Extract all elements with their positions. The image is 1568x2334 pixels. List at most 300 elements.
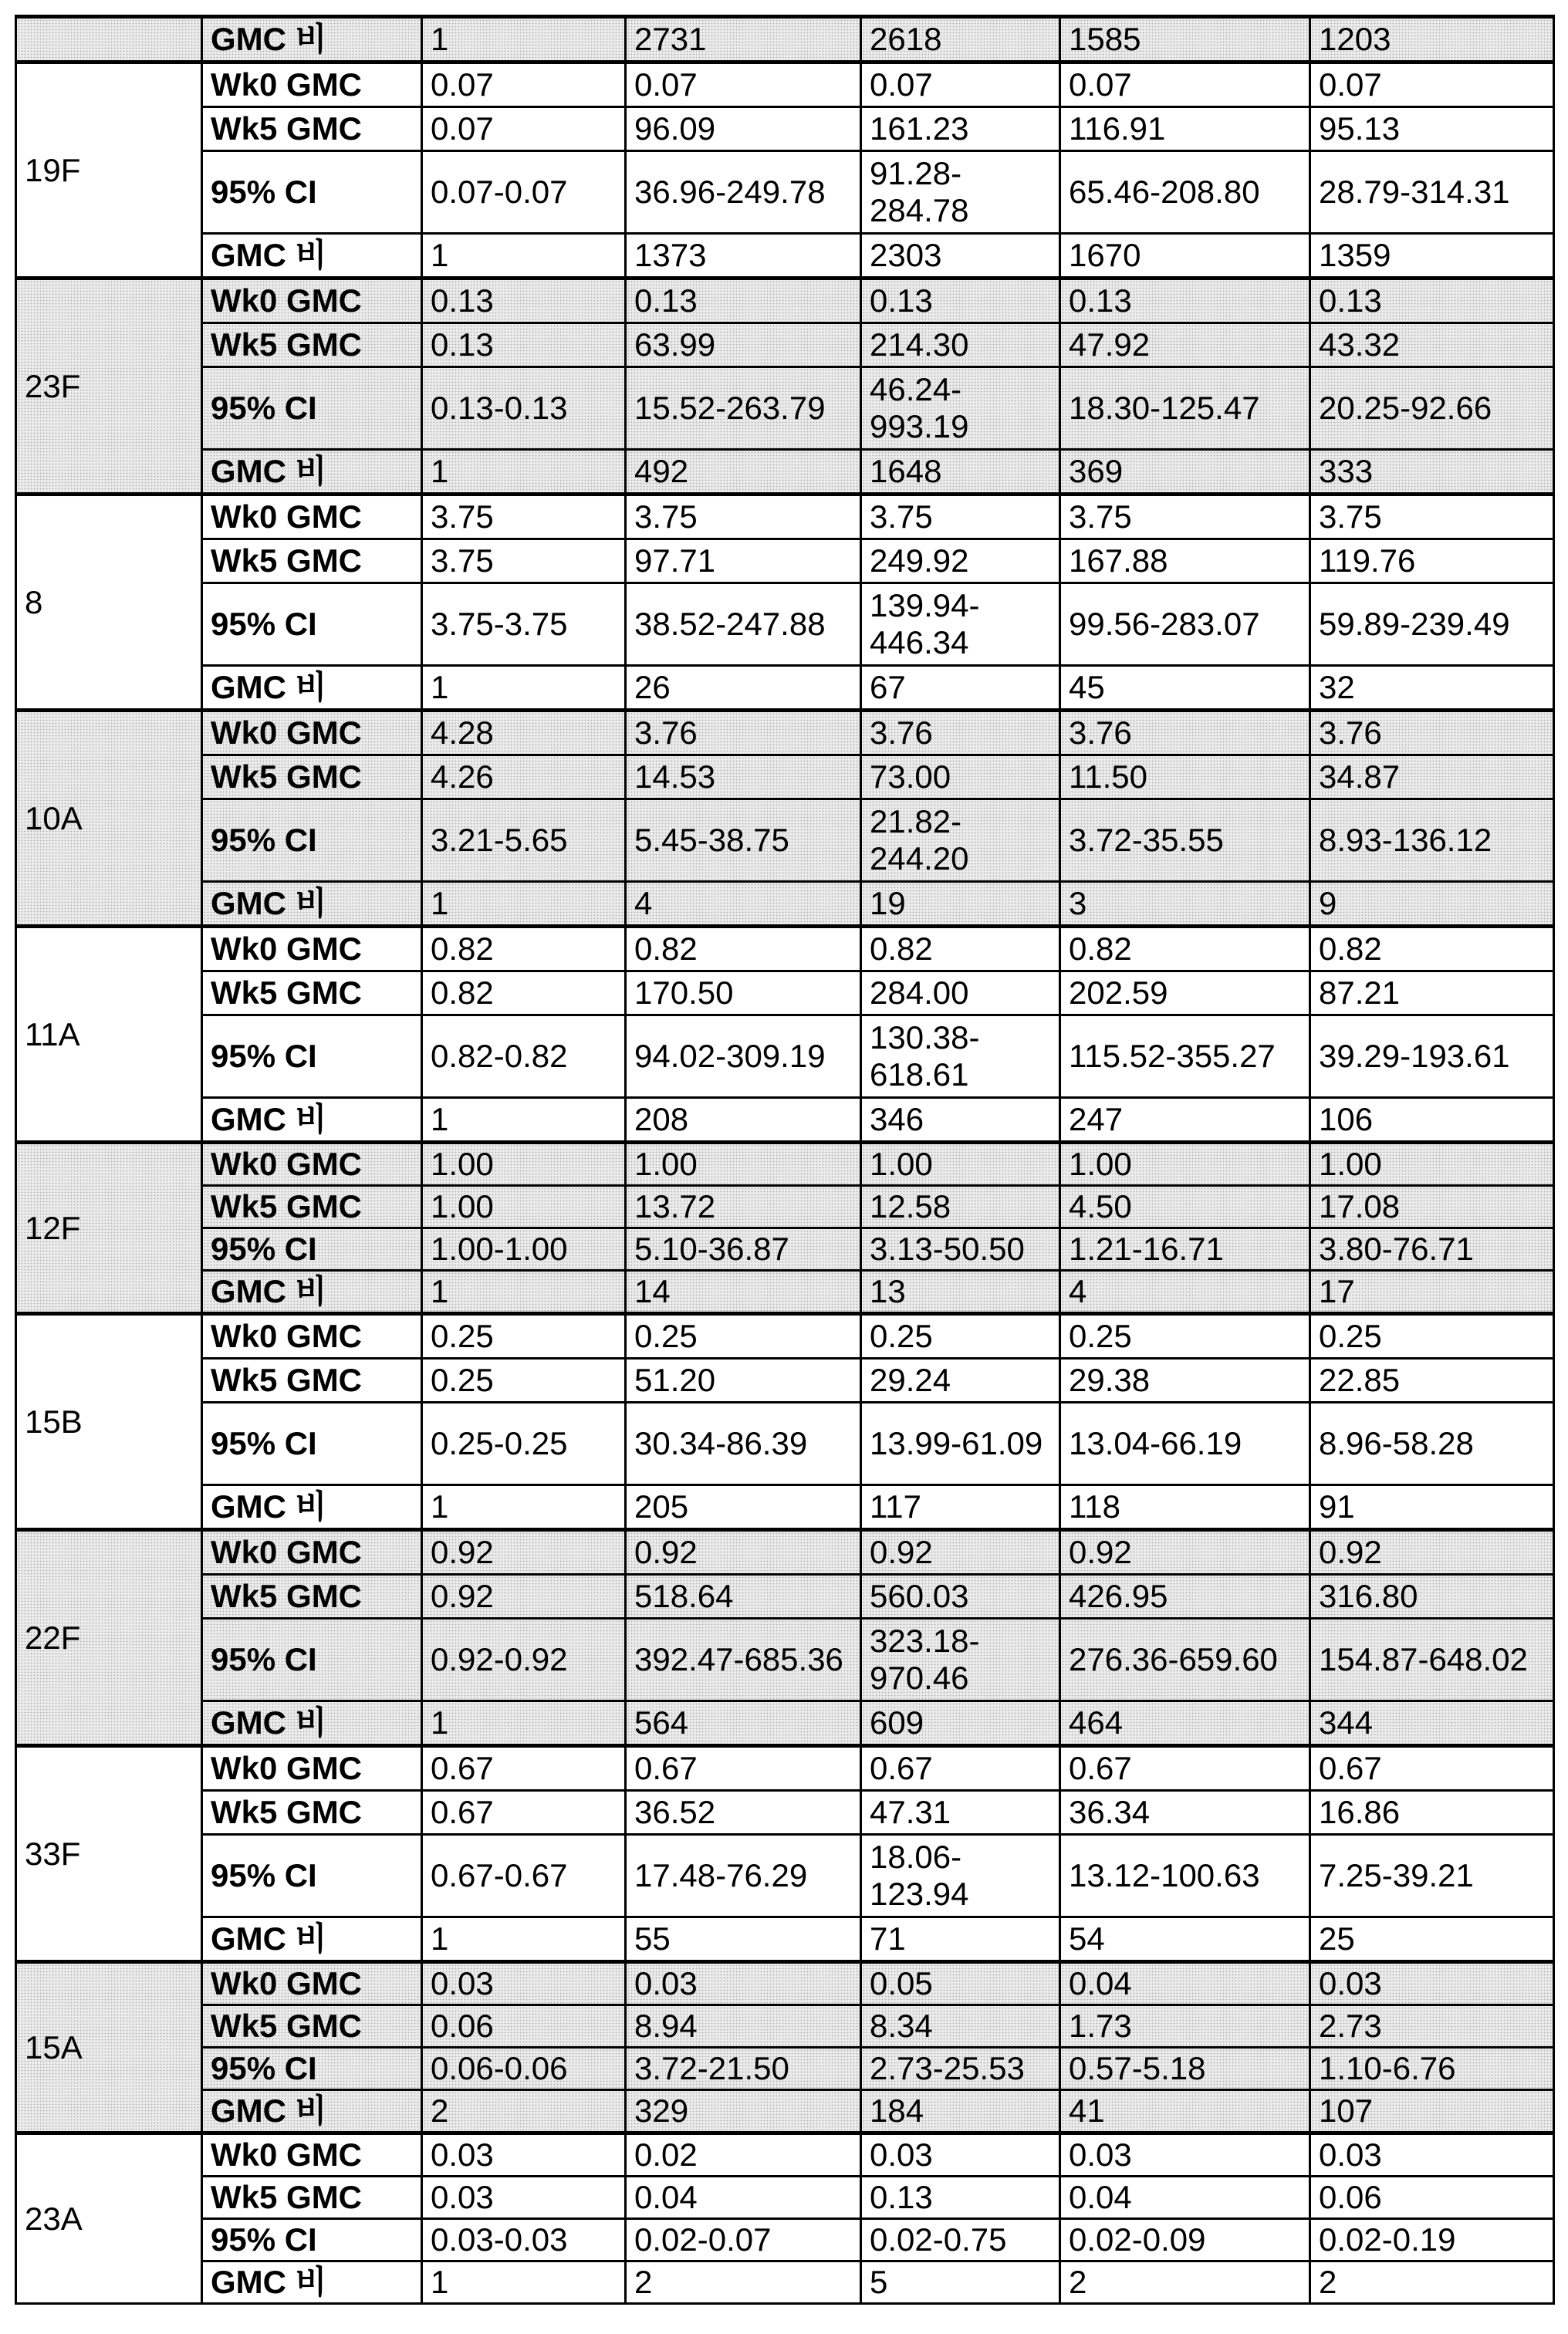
table-row: [16, 1271, 1554, 1314]
table-row: [16, 666, 1554, 711]
value-cell: 323.18-970.46: [861, 1619, 1060, 1701]
row-label: Wk0 GMC: [202, 495, 422, 539]
value-cell: 4: [626, 882, 861, 927]
table-row: [16, 1485, 1554, 1530]
value-cell: 0.13: [1060, 279, 1310, 323]
value-cell: 2.73-25.53: [861, 2048, 1060, 2090]
table-row: [16, 1746, 1554, 1791]
value-cell: 0.03: [422, 2177, 626, 2219]
serotype-group: [16, 17, 1554, 62]
value-cell: 0.82: [1060, 927, 1310, 971]
value-cell: 0.67: [1060, 1746, 1310, 1791]
table-row: [16, 799, 1554, 882]
value-cell: 8.94: [626, 2005, 861, 2048]
value-cell: 0.02-0.07: [626, 2219, 861, 2261]
value-cell: 3.72-35.55: [1060, 799, 1310, 882]
value-cell: 0.82: [861, 927, 1060, 971]
value-cell: 464: [1060, 1701, 1310, 1746]
value-cell: 0.04: [1060, 1962, 1310, 2005]
serotype-cell: 19F: [16, 62, 202, 279]
value-cell: 4.26: [422, 755, 626, 799]
value-cell: 276.36-659.60: [1060, 1619, 1310, 1701]
value-cell: 205: [626, 1485, 861, 1530]
value-cell: 0.67: [1310, 1746, 1554, 1791]
value-cell: 0.06: [1310, 2177, 1554, 2219]
value-cell: 1: [422, 17, 626, 62]
value-cell: 1373: [626, 234, 861, 279]
value-cell: 91.28-284.78: [861, 151, 1060, 234]
value-cell: 284.00: [861, 971, 1060, 1015]
value-cell: 0.67-0.67: [422, 1835, 626, 1917]
value-cell: 119.76: [1310, 539, 1554, 583]
row-label: Wk0 GMC: [202, 62, 422, 107]
value-cell: 1: [422, 1485, 626, 1530]
value-cell: 71: [861, 1917, 1060, 1962]
value-cell: 3.75: [422, 539, 626, 583]
value-cell: 1670: [1060, 234, 1310, 279]
value-cell: 12.58: [861, 1186, 1060, 1228]
value-cell: 154.87-648.02: [1310, 1619, 1554, 1701]
value-cell: 47.31: [861, 1791, 1060, 1835]
value-cell: 0.67: [861, 1746, 1060, 1791]
value-cell: 65.46-208.80: [1060, 151, 1310, 234]
value-cell: 8.93-136.12: [1310, 799, 1554, 882]
value-cell: 346: [861, 1098, 1060, 1143]
value-cell: 0.13: [626, 279, 861, 323]
table-row: [16, 1575, 1554, 1619]
value-cell: 1: [422, 450, 626, 495]
value-cell: 184: [861, 2090, 1060, 2133]
value-cell: 0.82: [422, 971, 626, 1015]
value-cell: 28.79-314.31: [1310, 151, 1554, 234]
table-row: [16, 495, 1554, 539]
value-cell: 0.82: [626, 927, 861, 971]
row-label: 95% CI: [202, 1619, 422, 1701]
table-row: [16, 882, 1554, 927]
value-cell: 609: [861, 1701, 1060, 1746]
value-cell: 0.07: [1060, 62, 1310, 107]
row-label: Wk5 GMC: [202, 539, 422, 583]
serotype-cell: 15A: [16, 1962, 202, 2133]
value-cell: 39.29-193.61: [1310, 1015, 1554, 1098]
serotype-group: [16, 1962, 1554, 2133]
value-cell: 0.03: [1310, 2133, 1554, 2177]
value-cell: 0.92-0.92: [422, 1619, 626, 1701]
value-cell: 14: [626, 1271, 861, 1314]
value-cell: 161.23: [861, 107, 1060, 151]
row-label: 95% CI: [202, 2219, 422, 2261]
row-label: Wk0 GMC: [202, 711, 422, 755]
table-row: [16, 2090, 1554, 2133]
value-cell: 0.25: [422, 1359, 626, 1403]
value-cell: 18.06-123.94: [861, 1835, 1060, 1917]
value-cell: 369: [1060, 450, 1310, 495]
value-cell: 208: [626, 1098, 861, 1143]
value-cell: 329: [626, 2090, 861, 2133]
value-cell: 333: [1310, 450, 1554, 495]
row-label: Wk0 GMC: [202, 927, 422, 971]
value-cell: 1585: [1060, 17, 1310, 62]
row-label: Wk0 GMC: [202, 1314, 422, 1359]
table-row: [16, 2261, 1554, 2304]
value-cell: 0.82-0.82: [422, 1015, 626, 1098]
row-label: Wk5 GMC: [202, 2005, 422, 2048]
value-cell: 0.07: [861, 62, 1060, 107]
table-row: [16, 62, 1554, 107]
serotype-cell: 23A: [16, 2133, 202, 2304]
value-cell: 34.87: [1310, 755, 1554, 799]
value-cell: 0.07: [422, 107, 626, 151]
value-cell: 344: [1310, 1701, 1554, 1746]
value-cell: 0.67: [626, 1746, 861, 1791]
value-cell: 3.21-5.65: [422, 799, 626, 882]
row-label: Wk5 GMC: [202, 1575, 422, 1619]
table-row: [16, 17, 1554, 62]
value-cell: 0.03: [1310, 1962, 1554, 2005]
value-cell: 392.47-685.36: [626, 1619, 861, 1701]
value-cell: 8.34: [861, 2005, 1060, 2048]
table-row: [16, 927, 1554, 971]
table-row: [16, 971, 1554, 1015]
row-label: 95% CI: [202, 1835, 422, 1917]
value-cell: 249.92: [861, 539, 1060, 583]
value-cell: 17: [1310, 1271, 1554, 1314]
value-cell: 1.00: [1310, 1143, 1554, 1186]
table-row: [16, 450, 1554, 495]
row-label: GMC 비: [202, 1098, 422, 1143]
serotype-group: [16, 2133, 1554, 2304]
value-cell: 2.73: [1310, 2005, 1554, 2048]
value-cell: 116.91: [1060, 107, 1310, 151]
value-cell: 2303: [861, 234, 1060, 279]
table-row: [16, 1835, 1554, 1917]
table-row: [16, 1530, 1554, 1575]
row-label: GMC 비: [202, 1271, 422, 1314]
value-cell: 13.04-66.19: [1060, 1403, 1310, 1485]
value-cell: 1359: [1310, 234, 1554, 279]
value-cell: 13: [861, 1271, 1060, 1314]
value-cell: 22.85: [1310, 1359, 1554, 1403]
value-cell: 139.94-446.34: [861, 583, 1060, 666]
value-cell: 47.92: [1060, 323, 1310, 367]
value-cell: 0.13-0.13: [422, 367, 626, 450]
value-cell: 0.05: [861, 1962, 1060, 2005]
row-label: 95% CI: [202, 151, 422, 234]
value-cell: 3.75: [861, 495, 1060, 539]
row-label: GMC 비: [202, 2090, 422, 2133]
value-cell: 17.08: [1310, 1186, 1554, 1228]
value-cell: 18.30-125.47: [1060, 367, 1310, 450]
value-cell: 3: [1060, 882, 1310, 927]
value-cell: 0.92: [1310, 1530, 1554, 1575]
value-cell: 202.59: [1060, 971, 1310, 1015]
table-row: [16, 367, 1554, 450]
row-label: Wk5 GMC: [202, 1186, 422, 1228]
value-cell: 17.48-76.29: [626, 1835, 861, 1917]
value-cell: 167.88: [1060, 539, 1310, 583]
row-label: Wk0 GMC: [202, 1746, 422, 1791]
value-cell: 3.75: [1310, 495, 1554, 539]
row-label: 95% CI: [202, 2048, 422, 2090]
value-cell: 9: [1310, 882, 1554, 927]
serotype-group: [16, 1314, 1554, 1530]
table-row: [16, 2219, 1554, 2261]
value-cell: 117: [861, 1485, 1060, 1530]
value-cell: 20.25-92.66: [1310, 367, 1554, 450]
serotype-cell: 15B: [16, 1314, 202, 1530]
value-cell: 0.25: [626, 1314, 861, 1359]
value-cell: 1.21-16.71: [1060, 1228, 1310, 1271]
value-cell: 0.13: [422, 279, 626, 323]
value-cell: 214.30: [861, 323, 1060, 367]
serotype-cell: 23F: [16, 279, 202, 495]
value-cell: 130.38-618.61: [861, 1015, 1060, 1098]
value-cell: 95.13: [1310, 107, 1554, 151]
table-row: [16, 2005, 1554, 2048]
gmc-results-table: [15, 15, 1555, 2305]
row-label: GMC 비: [202, 1701, 422, 1746]
table-row: [16, 2177, 1554, 2219]
value-cell: 19: [861, 882, 1060, 927]
value-cell: 564: [626, 1701, 861, 1746]
value-cell: 94.02-309.19: [626, 1015, 861, 1098]
value-cell: 1: [422, 1098, 626, 1143]
value-cell: 29.38: [1060, 1359, 1310, 1403]
row-label: Wk5 GMC: [202, 755, 422, 799]
value-cell: 560.03: [861, 1575, 1060, 1619]
value-cell: 2: [1060, 2261, 1310, 2304]
value-cell: 97.71: [626, 539, 861, 583]
table-row: [16, 1917, 1554, 1962]
value-cell: 1.00: [422, 1143, 626, 1186]
serotype-group: [16, 1530, 1554, 1746]
table-row: [16, 107, 1554, 151]
value-cell: 1: [422, 1271, 626, 1314]
value-cell: 0.03: [422, 2133, 626, 2177]
value-cell: 41: [1060, 2090, 1310, 2133]
value-cell: 36.34: [1060, 1791, 1310, 1835]
value-cell: 54: [1060, 1917, 1310, 1962]
serotype-group: [16, 927, 1554, 1143]
serotype-cell: 22F: [16, 1530, 202, 1746]
table-row: [16, 2048, 1554, 2090]
value-cell: 1.73: [1060, 2005, 1310, 2048]
value-cell: 1.00: [1060, 1143, 1310, 1186]
value-cell: 0.25-0.25: [422, 1403, 626, 1485]
value-cell: 99.56-283.07: [1060, 583, 1310, 666]
value-cell: 13.72: [626, 1186, 861, 1228]
value-cell: 2618: [861, 17, 1060, 62]
value-cell: 8.96-58.28: [1310, 1403, 1554, 1485]
value-cell: 4: [1060, 1271, 1310, 1314]
table-row: [16, 1619, 1554, 1701]
row-label: GMC 비: [202, 1917, 422, 1962]
value-cell: 46.24-993.19: [861, 367, 1060, 450]
row-label: 95% CI: [202, 1015, 422, 1098]
value-cell: 107: [1310, 2090, 1554, 2133]
serotype-cell: 8: [16, 495, 202, 711]
value-cell: 36.96-249.78: [626, 151, 861, 234]
value-cell: 1: [422, 666, 626, 711]
row-label: 95% CI: [202, 367, 422, 450]
value-cell: 247: [1060, 1098, 1310, 1143]
serotype-group: [16, 62, 1554, 279]
value-cell: 5.45-38.75: [626, 799, 861, 882]
row-label: Wk0 GMC: [202, 279, 422, 323]
value-cell: 3.76: [1310, 711, 1554, 755]
value-cell: 3.75: [422, 495, 626, 539]
serotype-cell: [16, 17, 202, 62]
row-label: Wk5 GMC: [202, 107, 422, 151]
table-row: [16, 1403, 1554, 1485]
value-cell: 0.02-0.09: [1060, 2219, 1310, 2261]
value-cell: 0.07: [1310, 62, 1554, 107]
value-cell: 0.03: [626, 1962, 861, 2005]
table-row: [16, 2133, 1554, 2177]
row-label: Wk5 GMC: [202, 1791, 422, 1835]
value-cell: 5: [861, 2261, 1060, 2304]
value-cell: 0.92: [1060, 1530, 1310, 1575]
table-row: [16, 323, 1554, 367]
value-cell: 87.21: [1310, 971, 1554, 1015]
value-cell: 0.13: [1310, 279, 1554, 323]
row-label: Wk0 GMC: [202, 1962, 422, 2005]
value-cell: 91: [1310, 1485, 1554, 1530]
value-cell: 0.06-0.06: [422, 2048, 626, 2090]
row-label: Wk0 GMC: [202, 1143, 422, 1186]
value-cell: 51.20: [626, 1359, 861, 1403]
serotype-cell: 10A: [16, 711, 202, 927]
table-row: [16, 1228, 1554, 1271]
row-label: GMC 비: [202, 17, 422, 62]
value-cell: 15.52-263.79: [626, 367, 861, 450]
table-row: [16, 1143, 1554, 1186]
serotype-group: [16, 279, 1554, 495]
row-label: Wk5 GMC: [202, 1359, 422, 1403]
value-cell: 1.00-1.00: [422, 1228, 626, 1271]
row-label: Wk5 GMC: [202, 2177, 422, 2219]
value-cell: 2731: [626, 17, 861, 62]
serotype-cell: 33F: [16, 1746, 202, 1962]
value-cell: 0.07: [626, 62, 861, 107]
value-cell: 1203: [1310, 17, 1554, 62]
value-cell: 0.13: [861, 279, 1060, 323]
value-cell: 4.50: [1060, 1186, 1310, 1228]
value-cell: 0.82: [1310, 927, 1554, 971]
value-cell: 0.92: [861, 1530, 1060, 1575]
row-label: GMC 비: [202, 882, 422, 927]
value-cell: 13.12-100.63: [1060, 1835, 1310, 1917]
value-cell: 3.75: [1060, 495, 1310, 539]
table-row: [16, 1015, 1554, 1098]
value-cell: 3.76: [1060, 711, 1310, 755]
value-cell: 0.02: [626, 2133, 861, 2177]
value-cell: 1: [422, 234, 626, 279]
value-cell: 21.82-244.20: [861, 799, 1060, 882]
value-cell: 16.86: [1310, 1791, 1554, 1835]
table-row: [16, 1791, 1554, 1835]
value-cell: 0.06: [422, 2005, 626, 2048]
table-row: [16, 151, 1554, 234]
value-cell: 0.02-0.19: [1310, 2219, 1554, 2261]
value-cell: 0.67: [422, 1791, 626, 1835]
value-cell: 59.89-239.49: [1310, 583, 1554, 666]
table-row: [16, 1186, 1554, 1228]
value-cell: 0.82: [422, 927, 626, 971]
row-label: 95% CI: [202, 1228, 422, 1271]
table-row: [16, 1701, 1554, 1746]
row-label: 95% CI: [202, 583, 422, 666]
table-row: [16, 1314, 1554, 1359]
value-cell: 0.03-0.03: [422, 2219, 626, 2261]
row-label: GMC 비: [202, 234, 422, 279]
value-cell: 73.00: [861, 755, 1060, 799]
value-cell: 7.25-39.21: [1310, 1835, 1554, 1917]
value-cell: 2: [422, 2090, 626, 2133]
value-cell: 0.02-0.75: [861, 2219, 1060, 2261]
table-row: [16, 539, 1554, 583]
table-row: [16, 1098, 1554, 1143]
value-cell: 5.10-36.87: [626, 1228, 861, 1271]
value-cell: 2: [626, 2261, 861, 2304]
value-cell: 3.80-76.71: [1310, 1228, 1554, 1271]
value-cell: 3.72-21.50: [626, 2048, 861, 2090]
value-cell: 1.00: [422, 1186, 626, 1228]
value-cell: 45: [1060, 666, 1310, 711]
value-cell: 0.92: [422, 1530, 626, 1575]
serotype-group: [16, 1746, 1554, 1962]
value-cell: 1: [422, 1917, 626, 1962]
value-cell: 115.52-355.27: [1060, 1015, 1310, 1098]
table-row: [16, 234, 1554, 279]
serotype-cell: 12F: [16, 1143, 202, 1314]
row-label: Wk0 GMC: [202, 2133, 422, 2177]
value-cell: 43.32: [1310, 323, 1554, 367]
value-cell: 1.00: [861, 1143, 1060, 1186]
value-cell: 0.13: [861, 2177, 1060, 2219]
value-cell: 118: [1060, 1485, 1310, 1530]
row-label: GMC 비: [202, 1485, 422, 1530]
value-cell: 14.53: [626, 755, 861, 799]
row-label: Wk5 GMC: [202, 971, 422, 1015]
value-cell: 36.52: [626, 1791, 861, 1835]
value-cell: 29.24: [861, 1359, 1060, 1403]
value-cell: 3.75-3.75: [422, 583, 626, 666]
value-cell: 13.99-61.09: [861, 1403, 1060, 1485]
row-label: 95% CI: [202, 1403, 422, 1485]
value-cell: 1: [422, 1701, 626, 1746]
value-cell: 0.67: [422, 1746, 626, 1791]
value-cell: 0.25: [861, 1314, 1060, 1359]
table-row: [16, 583, 1554, 666]
value-cell: 0.03: [422, 1962, 626, 2005]
row-label: GMC 비: [202, 450, 422, 495]
value-cell: 3.76: [861, 711, 1060, 755]
row-label: GMC 비: [202, 2261, 422, 2304]
value-cell: 3.75: [626, 495, 861, 539]
value-cell: 1.10-6.76: [1310, 2048, 1554, 2090]
value-cell: 106: [1310, 1098, 1554, 1143]
value-cell: 3.13-50.50: [861, 1228, 1060, 1271]
serotype-cell: 11A: [16, 927, 202, 1143]
value-cell: 0.25: [422, 1314, 626, 1359]
value-cell: 0.03: [861, 2133, 1060, 2177]
row-label: GMC 비: [202, 666, 422, 711]
value-cell: 3.76: [626, 711, 861, 755]
value-cell: 0.07: [422, 62, 626, 107]
value-cell: 4.28: [422, 711, 626, 755]
value-cell: 0.04: [626, 2177, 861, 2219]
